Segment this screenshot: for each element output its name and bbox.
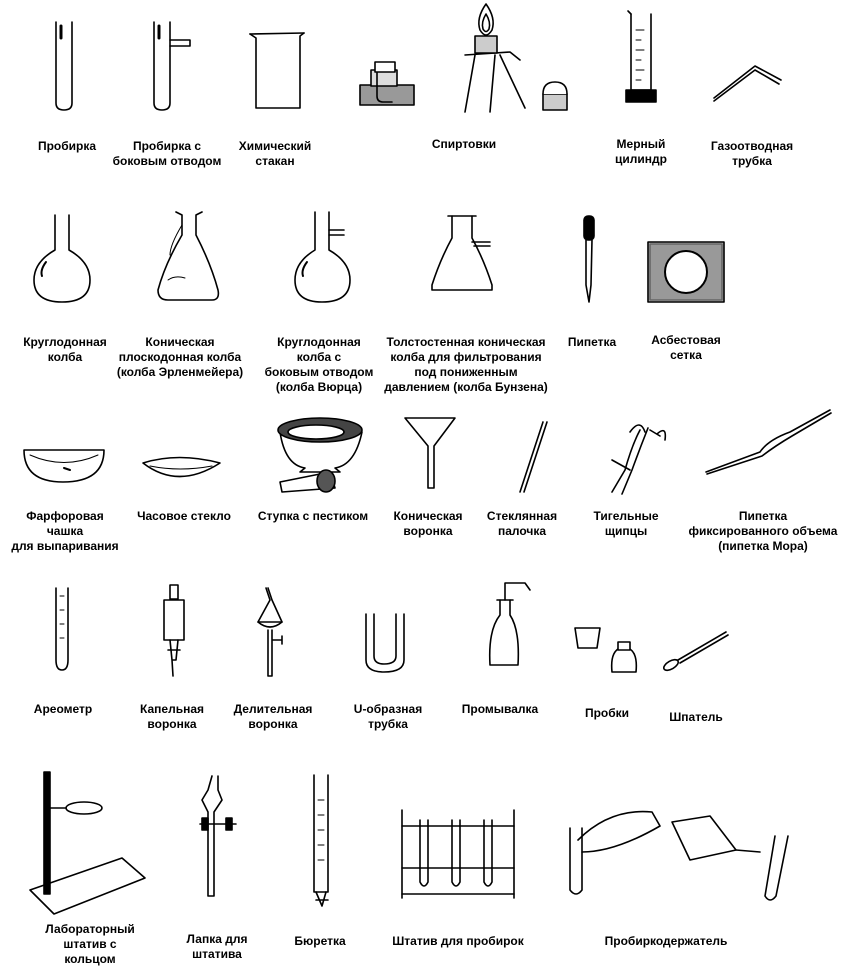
gas-outlet-tube-icon [714,66,781,101]
label-line: (колба Эрленмейера) [116,365,244,379]
label-line: боковым отводом [112,154,222,168]
label-line: стакан [255,154,295,168]
label-line: давлением (колба Бунзена) [384,380,548,394]
label-line: Пипетка [738,509,788,523]
stand-clamp-icon [200,776,236,896]
label-line: Газоотводная [710,139,794,153]
label-line: Стеклянная [486,509,558,523]
alcohol-burners-icon [360,4,567,112]
label-cilindr [615,137,667,167]
label-shtativ-probirok [392,934,524,949]
separatory-funnel-icon [258,588,282,676]
hydrometer-icon [56,588,68,670]
label-line: Ступка с пестиком [257,509,369,523]
test-tube-holder-icon [570,812,788,900]
label-line: Асбестовая [651,333,721,347]
label-line: U-образная [353,702,423,716]
label-line: Промывалка [461,702,539,716]
label-probirka [38,139,96,154]
label-line: Штатив для пробирок [392,934,524,948]
label-line: штатив с [63,937,117,951]
round-bottom-flask-icon [34,215,90,302]
label-probirka-otvod [113,139,222,169]
mohr-pipette-icon [706,410,831,474]
label-line: Толстостенная коническая [386,335,546,349]
label-line: Фарфоровая [26,509,104,523]
label-line: Круглодонная [277,335,361,349]
mortar-pestle-icon [278,418,362,492]
label-line: Лапка для [186,932,248,946]
label-line: штатива [192,947,242,961]
label-voronka [393,509,462,539]
label-line: для выпаривания [11,539,119,553]
label-stupka [258,509,368,524]
label-line: Часовое стекло [137,509,231,523]
label-line: Мерный [616,137,666,151]
label-gazootvod [711,139,793,169]
wash-bottle-icon [490,583,530,665]
stoppers-icon [575,628,636,672]
label-line: воронка [248,717,298,731]
erlenmeyer-flask-icon [158,212,218,300]
label-bunzena [384,335,548,395]
label-asbest [651,333,721,363]
spatula-icon [662,632,728,672]
label-promyvalka [462,702,538,717]
label-line: плоскодонная колба [118,350,242,364]
label-line: Пробирка [37,139,97,153]
label-shtativ [45,922,134,967]
graduated-cylinder-icon [626,11,656,102]
test-tube-rack-icon [402,810,514,898]
label-palochka [487,509,557,539]
lab-stand-icon [30,772,145,914]
asbestos-mesh-icon [648,242,724,302]
label-line: боковым отводом [264,365,374,379]
burette-icon [314,775,328,906]
label-vyurca [265,335,374,395]
label-line: Капельная [140,702,204,716]
label-shpatel [669,710,723,725]
test-tube-icon [56,22,72,110]
label-line: колба для фильтрования [390,350,542,364]
label-line: Пробки [584,706,630,720]
watch-glass-icon [143,458,220,477]
label-chasovoe [137,509,231,524]
label-mora [689,509,838,554]
label-line: сетка [670,348,702,362]
u-tube-icon [366,614,404,672]
label-line: палочка [497,524,547,538]
label-byuretka [294,934,345,949]
label-line: Шпатель [669,710,723,724]
label-stakan [239,139,312,169]
label-u-trubka [354,702,422,732]
beaker-icon [250,33,304,108]
label-farfor-chashka [11,509,118,554]
label-kruglodonnaya [23,335,107,365]
side-arm-test-tube-icon [154,22,190,110]
label-line: под пониженным [414,365,518,379]
label-line: Пробирка с [132,139,202,153]
crucible-tongs-icon [612,425,665,494]
label-line: колба с [296,350,342,364]
label-pipetka [568,335,616,350]
label-line: (колба Вюрца) [275,380,363,394]
label-line: трубка [368,717,408,731]
label-line: Тигельные [593,509,659,523]
label-line: чашка [46,524,84,538]
label-line: Делительная [233,702,313,716]
label-probki [585,706,629,721]
label-line: Коническая [145,335,215,349]
label-line: (пипетка Мора) [718,539,808,553]
label-line: цилиндр [615,152,667,166]
label-line: Химический [238,139,312,153]
label-probirkoderzhatel [605,934,728,949]
label-shchipcy [593,509,658,539]
label-kapelnaya [140,702,204,732]
bunsen-flask-icon [432,216,492,290]
label-areometr [34,702,92,717]
label-erlenmeyer [117,335,243,380]
label-line: воронка [147,717,197,731]
label-line: Спиртовки [431,137,497,151]
dropping-funnel-icon [164,585,184,676]
dropper-pipette-icon [584,216,594,302]
label-line: щипцы [604,524,648,538]
conical-funnel-icon [405,418,455,488]
label-line: Лабораторный [45,922,135,936]
label-line: Коническая [393,509,463,523]
label-lapka [187,932,248,962]
glass-rod-icon [520,422,547,492]
label-line: колба [47,350,83,364]
label-line: Пипетка [567,335,617,349]
wurtz-flask-icon [295,212,350,302]
porcelain-dish-icon [24,450,104,482]
label-delitelnaya [234,702,313,732]
label-line: Круглодонная [23,335,107,349]
label-line: Пробиркодержатель [604,934,728,948]
label-spirtovki [432,137,496,152]
label-line: трубка [732,154,772,168]
label-line: Бюретка [294,934,346,948]
label-line: Ареометр [33,702,93,716]
label-line: воронка [403,524,453,538]
label-line: кольцом [64,952,116,966]
label-line: фиксированного объема [688,524,838,538]
